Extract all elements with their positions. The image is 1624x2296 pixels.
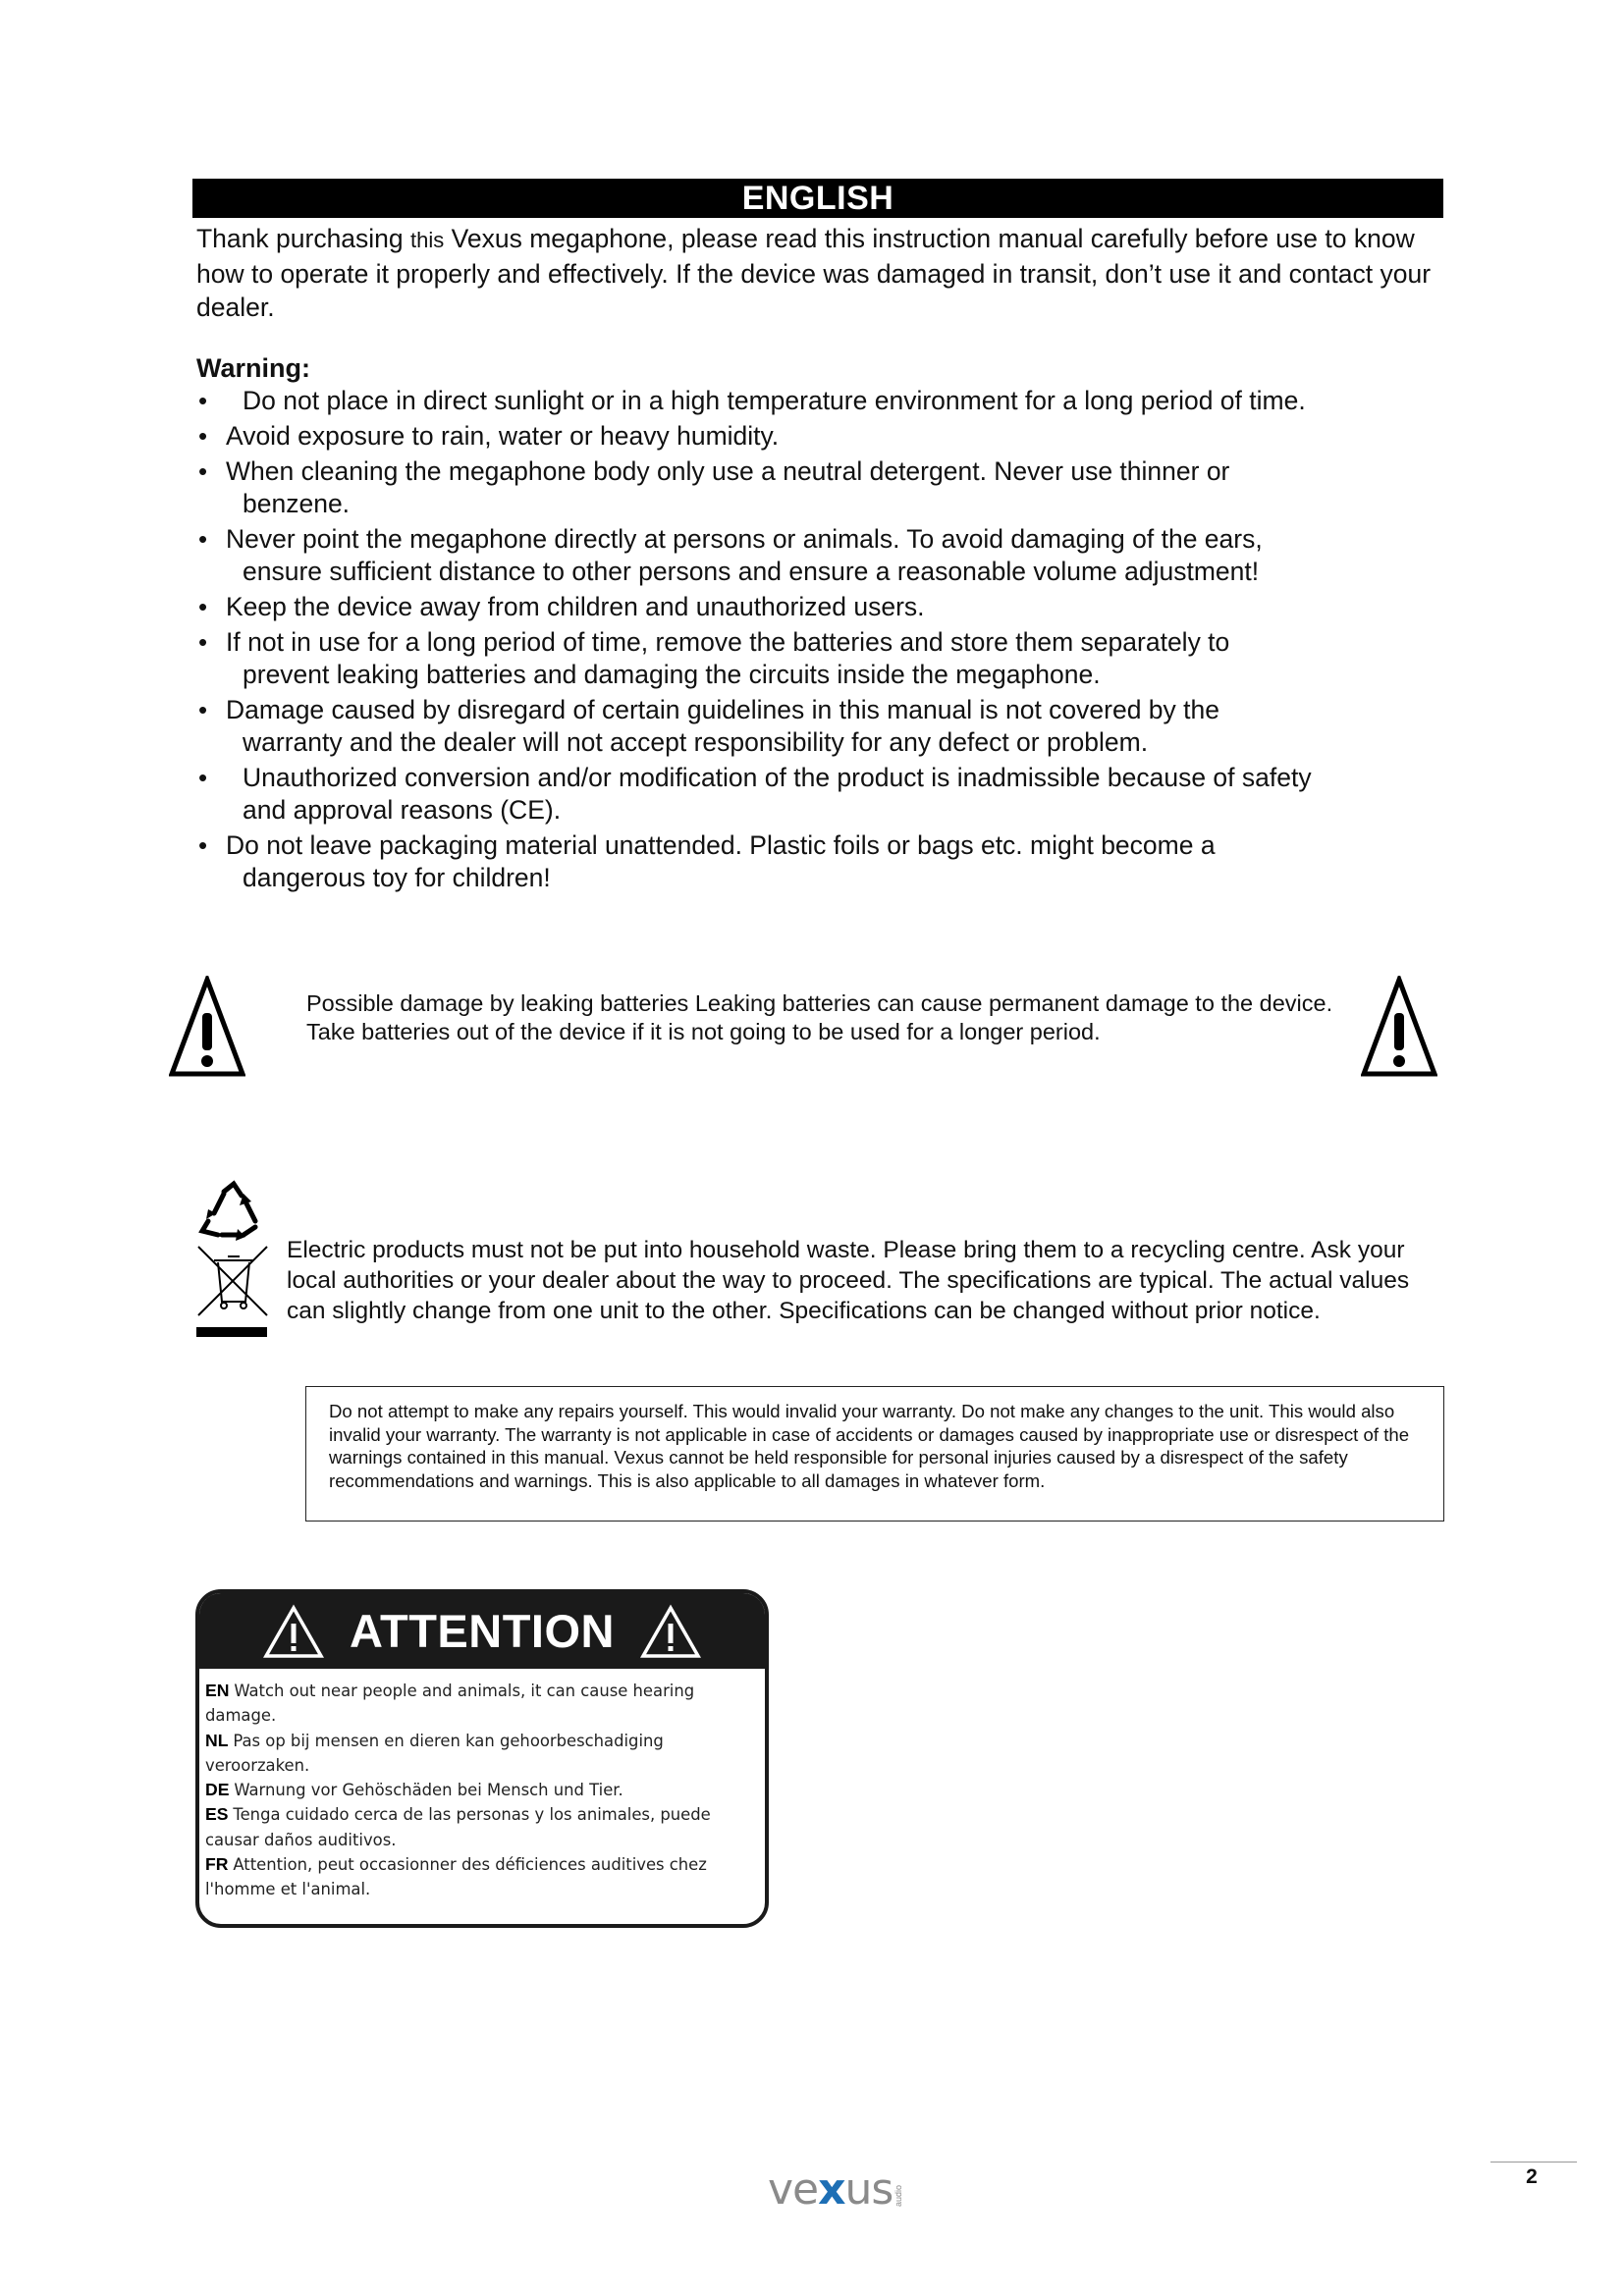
warning-item-text: Keep the device away from children and unauthorized users. [226, 592, 925, 621]
warning-item [196, 523, 1463, 588]
battery-leak-notice: Possible damage by leaking batteries Leaking batteries can cause permanent damage to the device. Take batteries out of the device if it is not going to be used for a longer period. [306, 990, 1333, 1044]
warning-item-text: When cleaning the megaphone body only use a neutral detergent. Never use thinner or [226, 456, 1230, 486]
warning-heading: Warning: [196, 353, 310, 383]
warning-item [196, 829, 1463, 894]
lang-code: NL [205, 1730, 229, 1750]
warning-item [196, 385, 1463, 417]
attention-title: ATTENTION [350, 1605, 615, 1657]
attention-line-es [205, 1802, 755, 1852]
warning-item [196, 455, 1463, 520]
warning-triangle-icon [1361, 976, 1437, 1078]
warning-item-continuation: benzene. [243, 489, 351, 518]
lang-code: ES [205, 1804, 229, 1825]
warning-item-text: Avoid exposure to rain, water or heavy humidity. [226, 421, 780, 451]
attention-header [199, 1593, 765, 1669]
intro-paragraph [196, 222, 1453, 324]
attention-line-text: Pas op bij mensen en dieren kan gehoorbeschadiging veroorzaken. [205, 1731, 664, 1775]
attention-line-text: Attention, peut occasionner des déficiences auditives chez l'homme et l'animal. [205, 1855, 707, 1899]
logo-subtext: audio [893, 2184, 904, 2207]
warning-item-text: Damage caused by disregard of certain guidelines in this manual is not covered by the [226, 695, 1219, 724]
attention-line-fr [205, 1852, 755, 1902]
page-number: 2 [1526, 2165, 1538, 2188]
attention-line-en [205, 1679, 755, 1729]
intro-text-small: this [410, 228, 445, 252]
warning-item [196, 626, 1463, 691]
warranty-disclaimer-text: Do not attempt to make any repairs yourself. This would invalid your warranty. Do not make any changes to the unit. This would also invalid your warranty. The warranty is not applicable in case of accidents or damages caused by inappropriate use or disrespect of the warnings contained in this manual. Vexus cannot be held responsible for personal injuries caused by a disrespect of the safety recommendations and warnings. This is also applicable to all damages in whatever form. [329, 1401, 1410, 1491]
logo-part-x: x [818, 2164, 845, 2215]
logo-part: ve [768, 2164, 819, 2215]
warning-item-text: Never point the megaphone directly at persons or animals. To avoid damaging of the ears, [226, 524, 1263, 554]
intro-text-pre: Thank purchasing [196, 224, 411, 253]
logo-wordmark [768, 2164, 893, 2215]
warranty-disclaimer-box [305, 1386, 1444, 1522]
section-header-english: ENGLISH [192, 179, 1443, 218]
warning-item [196, 762, 1463, 827]
attention-line-text: Watch out near people and animals, it can cause hearing damage. [205, 1682, 695, 1726]
weee-recycle-icon [194, 1180, 271, 1341]
warning-item-continuation: warranty and the dealer will not accept responsibility for any defect or problem. [243, 727, 1149, 757]
lang-code: FR [205, 1854, 229, 1875]
warning-item-text: If not in use for a long period of time, remove the batteries and store them separately to [226, 627, 1230, 657]
footer-rule [1490, 2162, 1577, 2163]
attention-line-text: Warnung vor Gehöschäden bei Mensch und Tier. [234, 1781, 623, 1800]
warning-item-continuation: ensure sufficient distance to other persons and ensure a reasonable volume adjustment! [243, 557, 1260, 586]
warning-item-text: Do not leave packaging material unattended. Plastic foils or bags etc. might become a [226, 830, 1216, 860]
warning-item-text: Do not place in direct sunlight or in a high temperature environment for a long period of time. [243, 386, 1306, 415]
warning-item [196, 591, 1463, 623]
attention-line-text: Tenga cuidado cerca de las personas y los animales, puede causar daños auditivos. [205, 1805, 711, 1849]
warning-item [196, 694, 1463, 759]
intro-text-post: Vexus megaphone, please read this instruction manual carefully before use to know how to operate it properly and effectively. If the device was damaged in transit, don’t use it and contact your dealer. [196, 224, 1432, 322]
warning-triangle-icon [263, 1604, 324, 1659]
attention-lines [199, 1669, 765, 1902]
attention-label [195, 1589, 769, 1928]
logo-part: us [844, 2164, 893, 2215]
lang-code: DE [205, 1780, 230, 1800]
warning-triangle-icon [169, 976, 245, 1078]
warning-triangle-icon [640, 1604, 701, 1659]
vexus-logo [768, 2164, 904, 2215]
weee-disposal-notice: Electric products must not be put into household waste. Please bring them to a recycling centre. Ask your local authorities or your dealer about the way to proceed. The specifications are typical. The actual values can slightly change from one unit to the other. Specifications can be changed without prior notice. [287, 1237, 1410, 1324]
warning-item-text: Unauthorized conversion and/or modification of the product is inadmissible because of safety [243, 763, 1312, 792]
warning-item [196, 420, 1463, 453]
warning-list [196, 385, 1463, 894]
warning-item-continuation: dangerous toy for children! [243, 863, 551, 892]
lang-code: EN [205, 1681, 230, 1700]
warning-item-continuation: and approval reasons (CE). [243, 795, 562, 825]
warning-item-continuation: prevent leaking batteries and damaging the circuits inside the megaphone. [243, 660, 1101, 689]
attention-line-nl [205, 1729, 755, 1779]
attention-line-de [205, 1778, 755, 1802]
